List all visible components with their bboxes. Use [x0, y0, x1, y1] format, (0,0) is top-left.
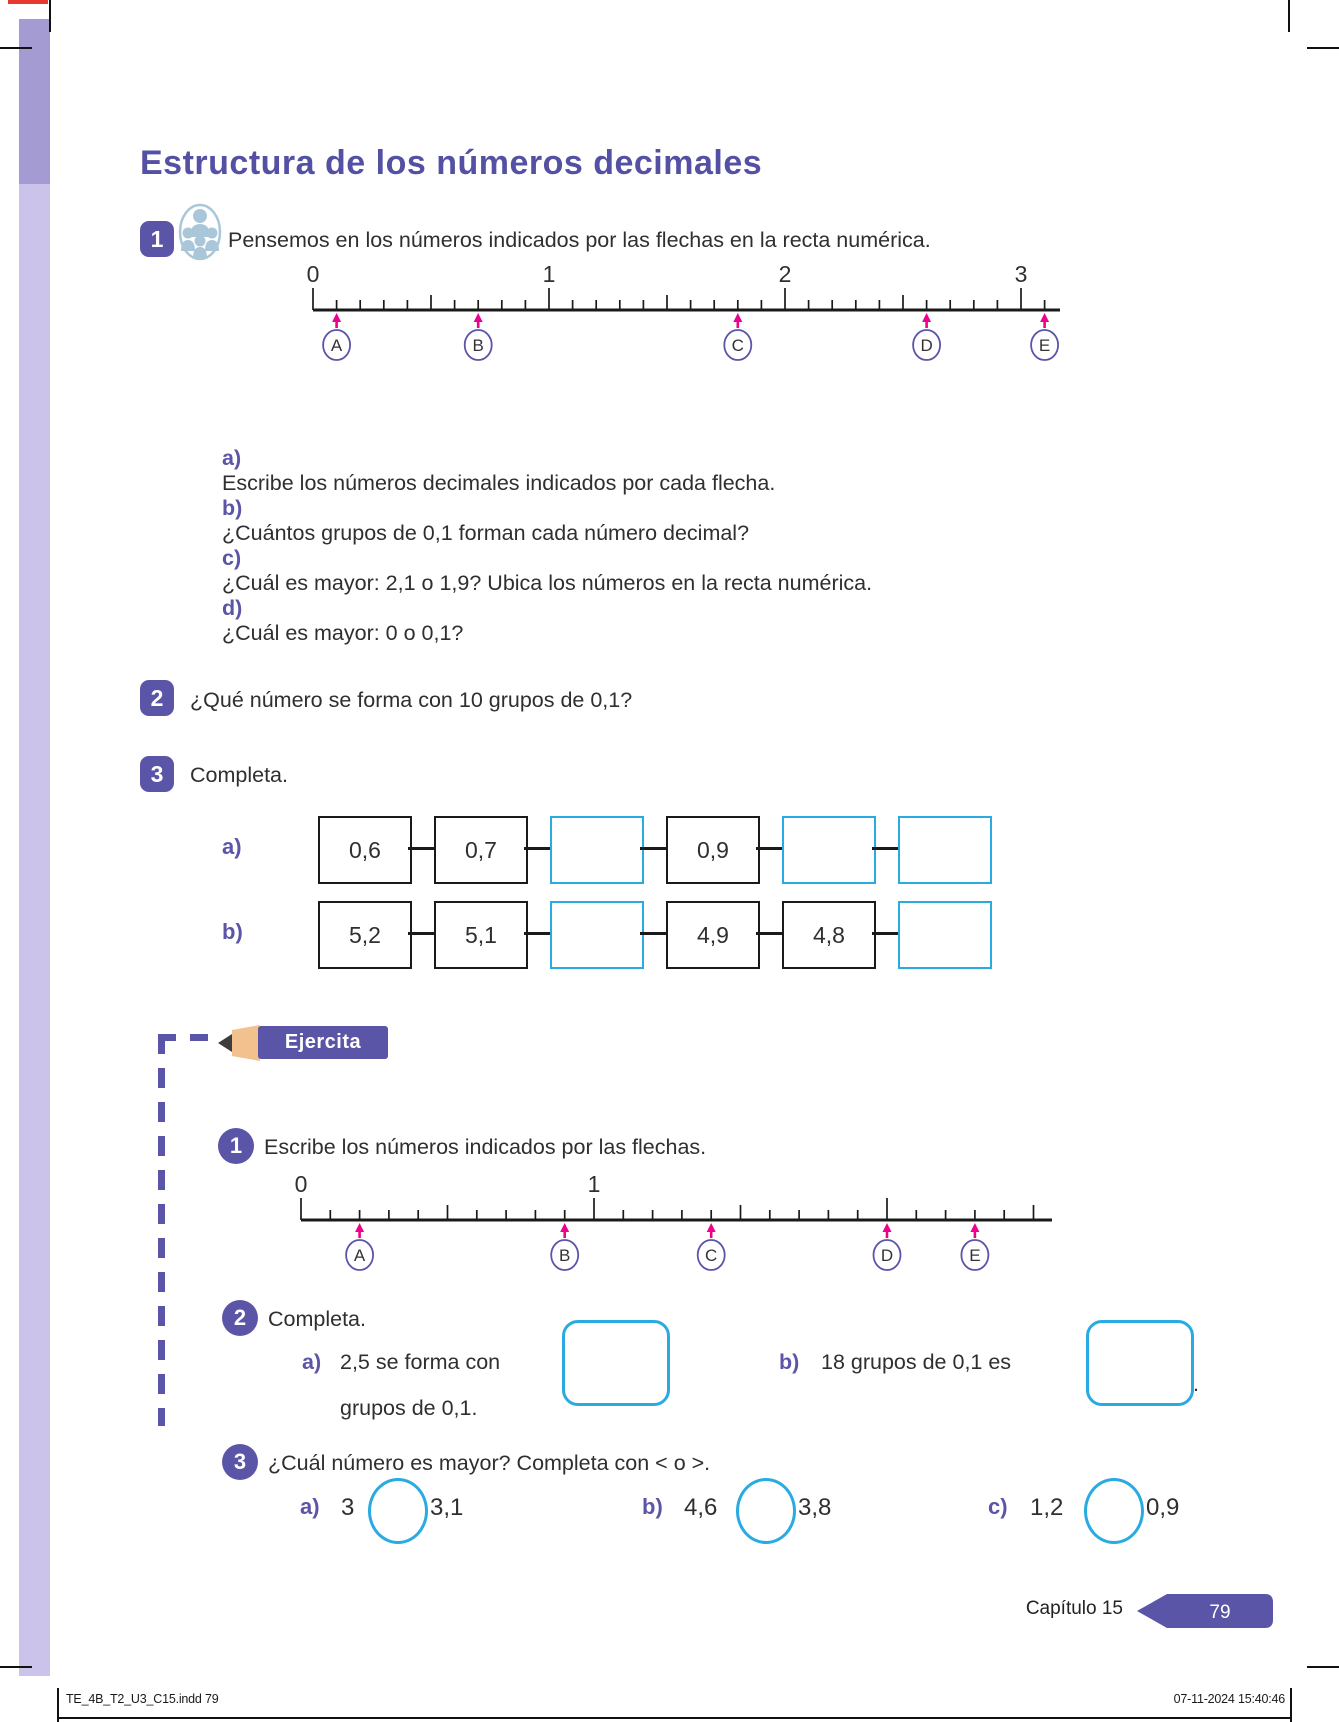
exercise-1-text: Escribe los números indicados por las flechas. [264, 1135, 707, 1159]
sequence-connector [872, 932, 898, 935]
red-registration-mark [8, 0, 48, 4]
exercise-2a-letter: a) [302, 1350, 322, 1374]
exercise-3-text: ¿Cuál número es mayor? Completa con < o >. [268, 1451, 711, 1475]
sequence-value-box: 4,8 [782, 901, 876, 969]
svg-text:0: 0 [306, 264, 320, 287]
sequence-connector [756, 847, 782, 850]
sequence-connector [408, 932, 434, 935]
exercise-2-number-badge: 2 [222, 1300, 258, 1336]
sequence-connector [524, 932, 550, 935]
sequence-connector [756, 932, 782, 935]
sequence-connector [640, 932, 666, 935]
comparison-left-number: 4,6 [684, 1494, 718, 1521]
problem-2-number-badge: 2 [140, 680, 174, 716]
number-line-2 [0, 1174, 1339, 1278]
crop-mark-top-right-v [1288, 0, 1290, 32]
page-number-badge [1137, 1594, 1275, 1628]
question-letter: d) [222, 596, 243, 620]
crop-mark-bottom-right-h [1307, 1666, 1339, 1668]
svg-text:E: E [1038, 336, 1051, 355]
exercise-2a-text-line1: 2,5 se forma con [340, 1350, 501, 1374]
sequence-value-box: 4,9 [666, 901, 760, 969]
crop-mark-top-left-h [0, 47, 32, 49]
svg-text:1: 1 [542, 264, 556, 287]
comparison-letter: b) [642, 1494, 663, 1519]
crop-mark-top-right-h [1307, 47, 1339, 49]
exercise-3-number-badge: 3 [222, 1444, 258, 1480]
imprint-filename: TE_4B_T2_U3_C15.indd 79 [66, 1692, 219, 1706]
comparison-letter: c) [988, 1494, 1008, 1519]
exercise-2-text: Completa. [268, 1307, 366, 1331]
sequence-value-box: 0,9 [666, 816, 760, 884]
exercise-2b-letter: b) [779, 1350, 800, 1374]
question-text: Escribe los números decimales indicados por cada flecha. [222, 471, 776, 495]
crop-mark-top-left-v [49, 0, 51, 32]
problem-3-number-badge: 3 [140, 756, 174, 792]
svg-text:A: A [330, 336, 343, 355]
students-icon [177, 203, 223, 261]
question-letter: c) [222, 546, 242, 570]
question-text: ¿Cuántos grupos de 0,1 forman cada número decimal? [222, 521, 750, 545]
svg-text:B: B [559, 1246, 571, 1265]
problem-1-number-badge: 1 [140, 221, 174, 257]
chapter-label: Capítulo 15 [1025, 1598, 1123, 1619]
problem-1-text: Pensemos en los números indicados por las flechas en la recta numérica. [228, 228, 931, 252]
pencil-icon [216, 1022, 260, 1066]
problem-3-text: Completa. [190, 763, 288, 787]
page-title: Estructura de los números decimales [140, 144, 763, 182]
comparison-left-number: 3 [341, 1494, 355, 1521]
question-row [222, 546, 872, 596]
comparison-letter: a) [300, 1494, 320, 1519]
sequence-empty-box [898, 901, 992, 969]
exercise-2a-answer-box [562, 1320, 670, 1406]
comparison-answer-circle [736, 1478, 796, 1544]
exercise-2b-text: 18 grupos de 0,1 es [821, 1350, 1012, 1374]
svg-text:A: A [353, 1246, 366, 1265]
sequence-connector [408, 847, 434, 850]
page-bottom-rule [57, 1717, 1291, 1719]
ejercita-section-badge: Ejercita [258, 1026, 388, 1059]
svg-text:3: 3 [1014, 264, 1028, 287]
svg-text:E: E [969, 1246, 981, 1265]
comparison-right-number: 3,8 [798, 1494, 832, 1521]
comparison-answer-circle [1084, 1478, 1144, 1544]
svg-text:C: C [731, 336, 744, 355]
left-margin-bar-dark [19, 19, 50, 184]
sequence-value-box: 0,7 [434, 816, 528, 884]
question-row [222, 596, 463, 646]
question-row [222, 446, 775, 496]
sequence-connector [640, 847, 666, 850]
question-row [222, 496, 749, 546]
question-letter: b) [222, 496, 243, 520]
svg-text:D: D [920, 336, 933, 355]
page-number-text: 79 [1209, 1602, 1231, 1623]
sequence-empty-box [550, 901, 644, 969]
sequence-empty-box [550, 816, 644, 884]
exercise-2a-text-line2: grupos de 0,1. [340, 1396, 478, 1420]
question-text: ¿Cuál es mayor: 2,1 o 1,9? Ubica los números en la recta numérica. [222, 571, 873, 595]
sequence-value-box: 5,1 [434, 901, 528, 969]
comparison-answer-circle [368, 1478, 428, 1544]
exercise-2b-period: . [1193, 1372, 1199, 1396]
question-text: ¿Cuál es mayor: 0 o 0,1? [222, 621, 464, 645]
sequence-row-letter: b) [222, 919, 243, 944]
left-margin-bar-light [19, 184, 50, 1676]
sequence-value-box: 0,6 [318, 816, 412, 884]
question-letter: a) [222, 446, 242, 470]
imprint-timestamp: 07-11-2024 15:40:46 [1173, 1692, 1285, 1706]
exercise-2b-answer-box [1086, 1320, 1194, 1406]
sequence-empty-box [782, 816, 876, 884]
svg-text:0: 0 [294, 1174, 308, 1197]
crop-mark-bottom-left-h [0, 1666, 32, 1668]
exercise-1-number-badge: 1 [218, 1128, 254, 1164]
svg-text:D: D [880, 1246, 894, 1265]
number-line-1 [0, 264, 1339, 368]
comparison-right-number: 3,1 [430, 1494, 464, 1521]
problem-2-text: ¿Qué número se forma con 10 grupos de 0,1? [190, 688, 633, 712]
sequence-row-letter: a) [222, 834, 242, 859]
sequence-value-box: 5,2 [318, 901, 412, 969]
svg-text:B: B [472, 336, 484, 355]
sequence-empty-box [898, 816, 992, 884]
comparison-right-number: 0,9 [1146, 1494, 1180, 1521]
svg-text:C: C [705, 1246, 718, 1265]
svg-text:2: 2 [778, 264, 792, 287]
ejercita-dashed-border-top [158, 1034, 220, 1041]
sequence-connector [524, 847, 550, 850]
svg-text:1: 1 [587, 1174, 601, 1197]
comparison-left-number: 1,2 [1030, 1494, 1064, 1521]
sequence-connector [872, 847, 898, 850]
